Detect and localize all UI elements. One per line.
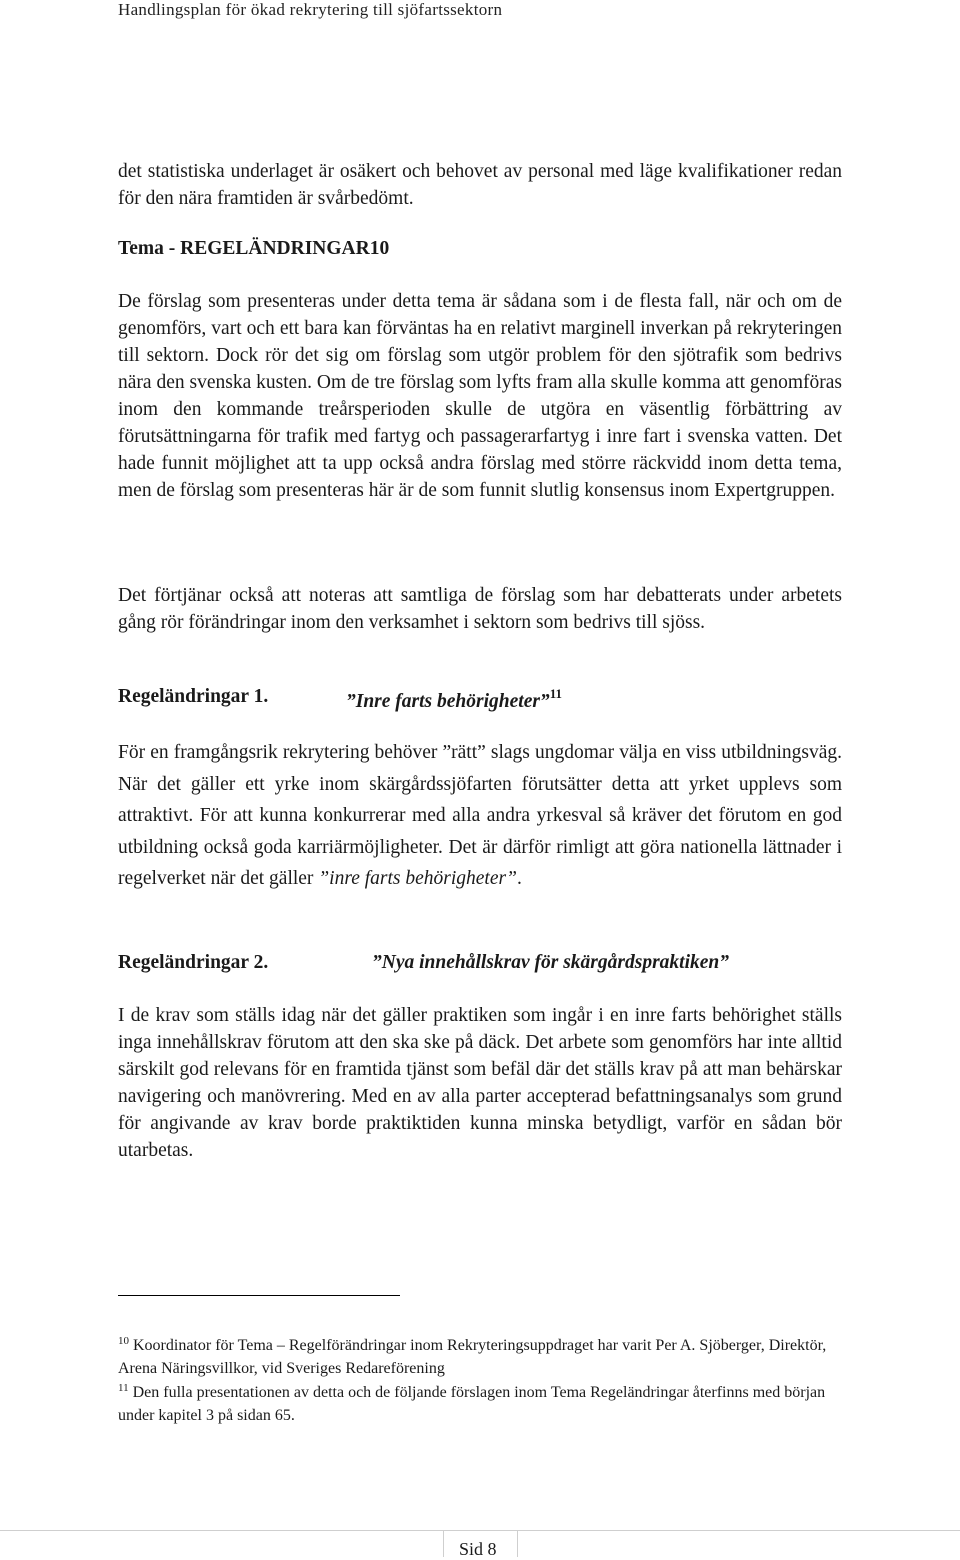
rule-1-title: ”Inre farts behörigheter”$^{11}$ [346,686,562,712]
page-number: Sid 8 [459,1539,497,1559]
footer-divider-left [443,1530,444,1557]
footnote-number: 11 [118,1382,129,1394]
theme-paragraph-1: De förslag som presenteras under detta tema är sådana som i de flesta fall, när och om de genomförs, vart och ett bara kan förväntas ha en relativt marginell inverkan på rekryteringen till sektorn. Dock rör det sig om förslag som utgör problem för den sjötrafik som bedrivs nära den svenska kusten. Om de tre förslag som lyfts fram alla skulle komma att genomföras inom den kommande treårsperioden skulle de utgöra en väsentlig förbättring av förutsättningarna för trafik med fartyg och passagerarfartyg i inre fart i svenska vatten. Det hade funnit möjlighet att ta upp också andra förslag med större räckvidd inom detta tema, men de förslag som presenteras här är de som funnit slutlig konsensus inom Expertgruppen. [118,291,842,501]
rule-2-paragraph: I de krav som ställs idag när det gäller praktiken som ingår i en inre farts behörighet ställs inga innehållskrav förutom att den ska ske på däck. Det arbete som genomförs har inte alltid särskilt god relevans för en framtida tjänst som befäl där det ställs krav på att man behärskar navigering och manövrering. Med en av alla parter accepterad befattningsanalys som grund för angivande av krav borde praktiktiden kunna minska betydligt, varför en sådan bör utarbetas. [118,1005,842,1161]
rule-1-number: Regeländringar 1. [118,686,269,707]
rule-2-title: ”Nya innehållskrav för skärgårdspraktiken” [372,952,729,973]
intro-paragraph: det statistiska underlaget är osäkert och behovet av personal med läge kvalifikationer redan för den nära framtiden är svårbedömt. [118,161,842,209]
theme-heading: Tema - REGELÄNDRINGAR10 [118,238,390,259]
rule-1-paragraph: För en framgångsrik rekrytering behöver ”rätt” slags ungdomar välja en viss utbildningsväg. När det gäller ett yrke inom skärgårdssjöfarten förutsätter detta att yrket upplevs som attraktivt. För att kunna konkurrerar med alla andra yrkesval så kräver det förutom en god utbildning också goda karriärmöjligheter. Det är därför rimligt att göra nationella lättnader i regelverket när det gäller ”inre farts behörigheter”. [118,742,842,889]
footnote-ref-11: 11 [549,686,562,701]
footnote-number: 10 [118,1335,129,1347]
footnote-separator [118,1295,400,1296]
rule-1-italic-term: ”inre farts behörigheter” [318,868,517,889]
footer-divider-right [517,1530,518,1557]
footnote-11: $^{11}$ Den fulla presentationen av detta och de följande förslagen inom Tema Regeländringar återfinns med början under kapitel 3 på sidan 65. [118,1382,826,1424]
rule-2-number: Regeländringar 2. [118,952,269,973]
footnote-10: $^{10}$ Koordinator för Tema – Regelförändringar inom Rekryteringsuppdraget har varit Per A. Sjöberger, Direktör, Arena Näringsvillkor, vid Sveriges Redareförening [118,1335,827,1377]
theme-paragraph-2: Det förtjänar också att noteras att samtliga de förslag som har debatterats under arbetets gång rör förändringar inom den verksamhet i sektorn som bedrivs till sjöss. [118,585,842,633]
running-header: Handlingsplan för ökad rekrytering till sjöfartssektorn [118,0,503,19]
